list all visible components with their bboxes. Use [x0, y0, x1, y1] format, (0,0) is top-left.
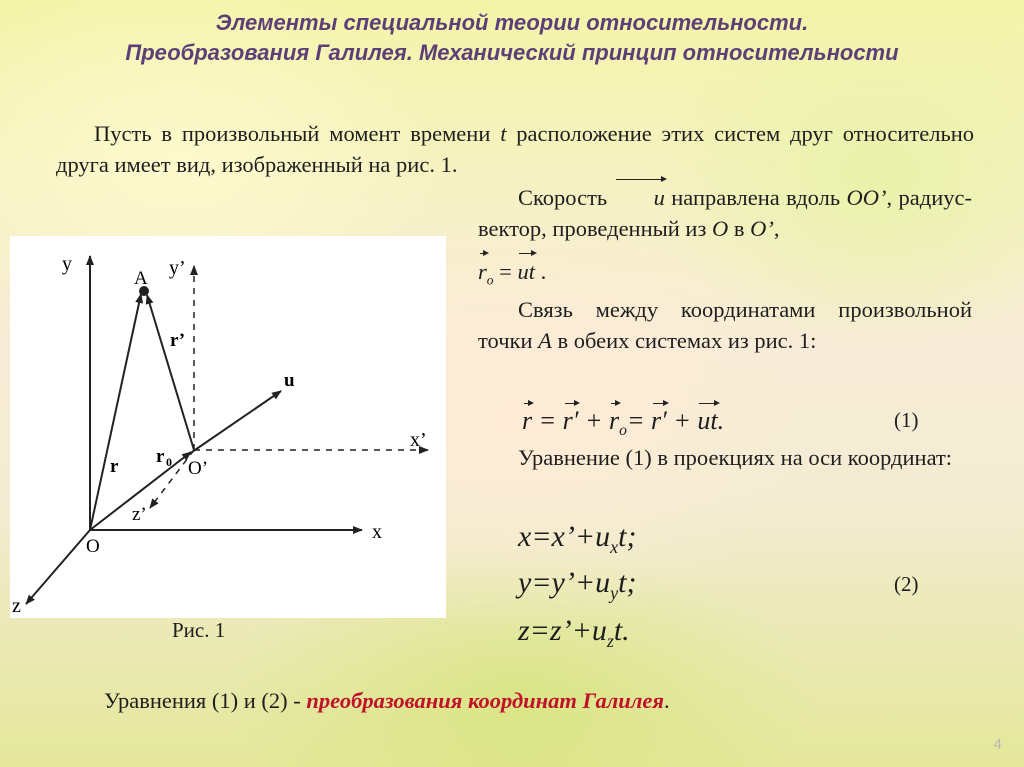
velocity-text-4: в [728, 216, 751, 241]
eq-y-lhs: y=y’+u [518, 566, 611, 599]
label-r-prime: r’ [170, 330, 186, 351]
eq-y-sub: y [610, 583, 619, 603]
intro-t: t [500, 121, 507, 146]
r0-vector: r [478, 256, 487, 287]
label-y-prime: y’ [169, 257, 186, 279]
slide-title [0, 8, 1024, 68]
velocity-u: u [614, 182, 665, 213]
figure-coordinate-systems [10, 236, 446, 618]
projections-paragraph: Уравнение (1) в проекциях на оси координат: [518, 445, 953, 470]
equation-z [518, 614, 630, 652]
eq1-r: r [522, 406, 533, 435]
eq1-r-prime-2: r′ [651, 406, 667, 435]
intro-text-2: расположение этих систем друг относительно друга имеет вид, изображенный на рис. 1. [56, 121, 974, 177]
label-o-prime: O’ [188, 458, 209, 479]
r0-eq: = [493, 259, 518, 284]
velocity-text-1: Скорость [518, 185, 614, 210]
velocity-text-3: , радиус-вектор, проведенный из [478, 185, 972, 241]
conclusion-text: Уравнения (1) и (2) - [104, 688, 307, 713]
title-line-2: Преобразования Галилея. Механический принцип относительности [125, 40, 899, 65]
r0-ut: ut [517, 256, 535, 287]
r0-definition [478, 256, 972, 296]
eq1-plus: + [578, 406, 610, 435]
eq-x-lhs: x=x’+u [518, 520, 611, 553]
conclusion [104, 688, 670, 714]
equation-x [518, 520, 636, 558]
velocity-o: O [711, 216, 729, 241]
label-z-prime: z’ [132, 504, 147, 525]
velocity-paragraph [478, 182, 972, 244]
u-arrow [192, 391, 281, 452]
label-z: z [12, 595, 21, 617]
figure-caption: Рис. 1 [172, 618, 226, 642]
label-y: y [62, 253, 72, 275]
eq1-sub: o [619, 422, 627, 440]
eq-z-sub: z [606, 631, 614, 651]
relation-text-1: Связь между координатами произвольной точки [478, 297, 972, 353]
figure-svg [10, 236, 446, 618]
title-line-1: Элементы специальной теории относительности. [215, 10, 809, 35]
r0-end: . [534, 259, 547, 284]
equation-y [518, 566, 636, 604]
equation-1-number: (1) [894, 408, 919, 432]
velocity-text-5: , [773, 216, 780, 241]
eq1-dot: . [717, 406, 725, 435]
r0-sub: o [486, 272, 494, 288]
eq-z-lhs: z=z’+u [518, 614, 607, 647]
conclusion-end: . [663, 688, 670, 713]
eq1-eq2: = [626, 406, 651, 435]
eq1-eq: = [532, 406, 563, 435]
eq-y-rhs: t; [618, 566, 637, 599]
eq-x-sub: x [610, 537, 619, 557]
label-a: A [134, 268, 148, 289]
intro-text-1: Пусть в произвольный момент времени [94, 121, 501, 146]
label-r0: r [156, 446, 165, 467]
relation-text-2: в обеих системах из рис. 1: [551, 328, 817, 353]
equation-2-number: (2) [894, 572, 919, 596]
eq1-r-prime: r′ [562, 406, 579, 435]
label-x: x [372, 521, 382, 543]
r-arrow [90, 294, 141, 530]
velocity-text-2: направлена вдоль [664, 185, 847, 210]
velocity-oo: OO’ [846, 185, 887, 210]
conclusion-highlight: преобразования координат Галилея [306, 688, 664, 713]
relation-a: A [538, 328, 552, 353]
intro-paragraph [56, 118, 974, 180]
eq-z-rhs: t. [613, 614, 630, 647]
label-o: O [86, 536, 100, 557]
page-number: 4 [993, 736, 1002, 753]
relation-paragraph [478, 294, 972, 356]
eq1-plus-2: + [666, 406, 698, 435]
eq1-r0: r [609, 406, 620, 435]
eq1-ut: ut [697, 406, 718, 435]
z-axis [26, 530, 90, 604]
equation-1 [522, 406, 724, 440]
r-prime-arrow [147, 295, 194, 450]
eq-x-rhs: t; [618, 520, 637, 553]
label-r: r [110, 456, 119, 477]
label-r0-sub: 0 [166, 455, 172, 469]
label-x-prime: x’ [410, 429, 427, 451]
label-u: u [284, 370, 295, 391]
velocity-o-prime: O’ [750, 216, 774, 241]
